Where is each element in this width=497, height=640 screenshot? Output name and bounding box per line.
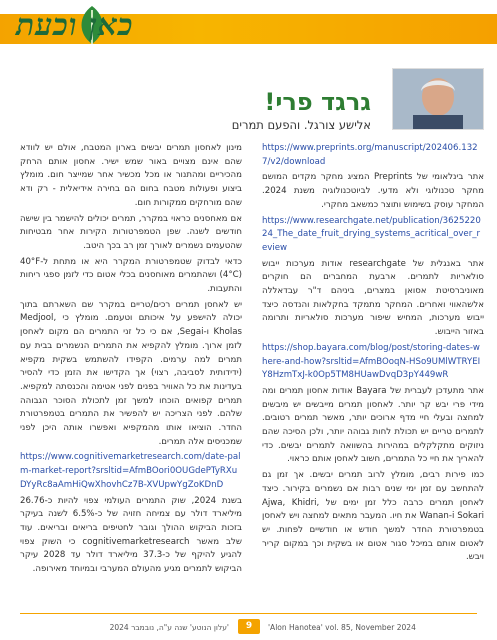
article-subtitle: אלישע צורגל. והפעם תמרים [231, 118, 371, 132]
logo-text: כאן וכעת [16, 8, 134, 43]
source-link[interactable]: https://www.researchgate.net/publication/362522024_The_date_fruit_drying_systems_acritical_over_review [262, 215, 481, 253]
source-link[interactable]: https://www.preprints.org/manuscript/202406.1327/v2/download [262, 143, 478, 167]
left-column [20, 142, 242, 579]
paragraph: בשנת 2024, שוק התמרים העולמי צפוי להיות כ-26.76 מיליארד דולר עם צמיחה חזויה של כ-6.5% לשנה בעיקר בזכות הביקוש ההולך וגובר לחטיפים בריאים ובריאים. עוד שלב מאשר cognitivemarketresearch כי השוק צפוי להגיע להיקף של כ-37.3 מיליארד דולר עד 2028 עיקר הביקוש לתמרים מגיע מהעולם המערבי ובמיוחד מאירופה. [20, 495, 243, 575]
paragraph: כדאי לבדוק שטמפרטורת המקרר היא או מתחת ל-40°F (4°C) ושהתמרים מאוחסנים בכלי אטום כדי לזמן ספגי ריחות והתעבות. [20, 256, 242, 295]
paragraph: אתר באנגלית של researchgate אודות מערכות ייבוש סולאריות לתמרים. ארבעת המחברים הם חוקרים מאוניברסיטת אסואן במצרים, ביניהם ד"ר עבדאללה אלשהאווי ואחרים. המחקר מתמקד בחקלאות והנדסה כיצד ייבוש מערכות, המחיש שיפור מערכות סולאריות ותרומה באזור הייבוש. [262, 258, 484, 338]
paragraph: אתר בינלאומי של Preprints המציג מחקר מקדים המושם מחקר טכנולוגי ולא מדעי. לביוטכנולוגיה משנת 2024. המחקר עוסק בשימוש ותוצר כמשאב מחקרי. [262, 172, 484, 210]
source-link[interactable]: https://shop.bayara.com/blog/post/storing-dates-where-and-how?srsltid=AfmBOoqN-HSo9UMlWTRYEIY8HzmTxJ-k0Op5TM8HUawDvqD3pY449wR [262, 342, 481, 381]
footer-english: 'Alon Hanotea' vol. 85, November 2024 [268, 623, 416, 632]
paragraph: אתר מתעדכן לעברית של Bayara אודות אחסון תמרים ומה מידי פרי יבש קר יותר. לאחסון תמרים מייבשים יש מיבשים למחצה ובעלי חיי מדף ארוכים יותר, מאשר תמרים רטובים. לתמרים טריים יש תכולת לחות גבוהה יותר, ולכן הסיכה שהם ניזוקים מתקלקלים במהירות בהשוואה לתמרים יבשים. כדי להאריך את חיי כל התמרים, חשוב לאחסן אותם כראוי. [262, 385, 484, 465]
paragraph: יש לאחסן תמרים רכים/טריים במקרר שם השארתם בתוך יכולה להישפע על איכותם וטעמם. מומלץ כי Medjool, Kholas ו-Segai, אם כי כל זני התמרים הם מקום לאחסן לזמן ארוך. מומלץ להקפיא את התמרים הנשמרים בבית עם תמרים למה ערמים. הקפידו להשתמש בשקית מקפיא (ידידותית לסביבה, רצוי) אך הקדישו את הזמן כדי להסיר בעדינות את כל האוויר בפנים לפני אטימה והכנסתה למקפיא. תמרים קפואים הוכחו למשך זמן לתכולת הסוכר הגבוהה שלהם. לפני הצריכה יש להפשיר את התמרים בטמפרטורת החדר. הוציאו אותו מהמקפיא ואפשרו אותה היכן לפני שמכניסים אלה תמרים. [20, 299, 242, 447]
right-column [262, 142, 484, 567]
author-photo [392, 68, 484, 130]
footer-hebrew: 'עלון הנוטע' שנה ע"ה, נובמבר 2024 [109, 623, 229, 632]
paragraph: אם מאחסנים כראוי במקרר, תמרים יכולים להישמר בין שישה חודשים לשנה. שפן הטמפרטורות הקירות אחר מבטיחות שהטעמים נשמרים לאורך זמן רב בכך היטב. [20, 213, 242, 251]
paragraph: מינון לאחסון תמרים יבשים בארון המטבח, אולם יש לוודא שהם אינם מצויים באור שמש ישיר. אחסון אותם הרחק מהכיריים ומהתנור או מכל מכשיר אחר שמייצר חום. מומלץ ביצוע ופעולות מטבח בחום הם בחירה אידיאלית - רק ודא שהם מורחקים ממקורות חום. [20, 143, 242, 208]
source-link[interactable]: https://www.cognitivemarketresearch.com/date-palm-market-report?srsltid=AfmBOori0OUGdePTyRXuDYyRc8aAmHiQwXhovhCz7B-XVUpwYgZoKDnD [20, 452, 241, 490]
page-footer [0, 618, 497, 640]
page-header [0, 0, 497, 58]
footer-rule [20, 613, 477, 614]
article-title: גרגד פרי! [264, 88, 371, 116]
page-number: 9 [238, 619, 260, 634]
paragraph: כמו פירות רבים, מומלץ לרוב תמרים יבשים. אך זמן גם להתחשב עם זמן ימי שנים רבות אם נשמרים בקירור. כיצד לאחסן תמרים כרבה כלל זמן ימים של Ajwa, Khidri, Wanan-i Sokari את חיו. המעבר מתאים למחצה ויש לאחסן בטמפרטורת החדר למשך חודש או חודשיים לפחות. יש לאטום אותם במיכל סגור אטום או בשקית וכך במקום קריר ויבש. [262, 470, 485, 563]
